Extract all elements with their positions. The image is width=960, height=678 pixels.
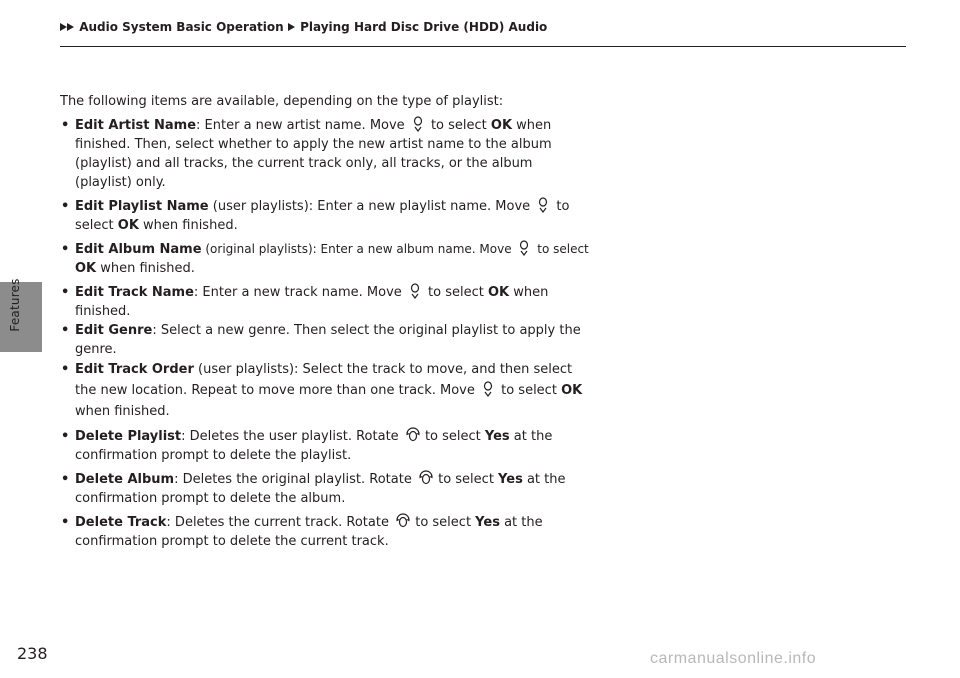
item-text: when finished. [138, 218, 238, 233]
item-term: Delete Playlist [75, 429, 182, 444]
interface-dial-icon [418, 470, 432, 486]
breadcrumb [60, 20, 547, 34]
breadcrumb-page: Playing Hard Disc Drive (HDD) Audio [300, 20, 548, 34]
list-item [60, 427, 590, 465]
item-text: to select [433, 472, 499, 487]
key-label: OK [490, 118, 513, 133]
section-label: Features [8, 278, 22, 332]
item-text: at the confirmation prompt to delete the playlist. [75, 429, 553, 463]
key-label: OK [117, 218, 139, 233]
page-number: 238 [17, 644, 48, 663]
item-text: : Select a new genre. Then select the original playlist to apply the genre. [75, 323, 581, 357]
list-item [60, 513, 590, 551]
item-text: (user playlists): Select the track to move, and then select the new location. Repeat to move more than one track. Move [75, 362, 573, 398]
watermark: carmanualsonline.info [650, 650, 817, 667]
key-label: OK [75, 261, 97, 276]
joystick-down-icon [536, 197, 550, 213]
breadcrumb-arrow-icon [60, 23, 67, 31]
item-term: Edit Track Order [75, 362, 194, 377]
breadcrumb-section[interactable]: Audio System Basic Operation [79, 20, 284, 34]
item-text: : Deletes the current track. Rotate [166, 515, 394, 530]
breadcrumb-arrow-icon [288, 23, 295, 31]
item-term: Delete Track [75, 515, 167, 530]
item-text: to select [426, 118, 491, 133]
item-term: Edit Artist Name [75, 118, 197, 133]
intro-text: The following items are available, depending on the type of playlist: [60, 94, 504, 109]
joystick-down-icon [408, 283, 422, 299]
list-item [60, 240, 590, 278]
playlist-option-list [60, 116, 590, 551]
item-text: to select [75, 199, 570, 233]
item-text: to select [533, 242, 589, 256]
key-label: Yes [475, 515, 500, 530]
item-text: : Deletes the original playlist. Rotate [174, 472, 416, 487]
item-text: to select [423, 285, 488, 300]
item-text: : Enter a new track name. Move [193, 285, 406, 300]
list-item [60, 359, 590, 422]
key-label: OK [561, 383, 583, 398]
item-text: at the confirmation prompt to delete the current track. [75, 515, 543, 549]
list-item [60, 470, 590, 508]
item-text: when finished. [75, 404, 170, 419]
item-text: : Enter a new artist name. Move [196, 118, 409, 133]
key-label: Yes [484, 429, 510, 444]
item-text: when finished. [96, 261, 195, 276]
item-text: when finished. Then, select whether to apply the new artist name to the album (playlist) and all tracks, the current track only, all tracks, or the album (playlist) only. [75, 118, 552, 190]
list-item [60, 116, 590, 192]
interface-dial-icon [405, 427, 419, 443]
item-text: (original playlists): Enter a new album name. Move [201, 242, 516, 256]
item-text: to select [420, 429, 485, 444]
item-text: (user playlists): Enter a new playlist name. Move [208, 199, 535, 214]
item-term: Delete Album [75, 472, 175, 487]
list-item [60, 321, 590, 359]
item-text: when finished. [75, 285, 549, 319]
item-term: Edit Genre [75, 323, 153, 338]
joystick-down-icon [411, 116, 425, 132]
key-label: OK [487, 285, 510, 300]
interface-dial-icon [395, 513, 409, 529]
item-term: Edit Track Name [75, 285, 194, 300]
item-term: Edit Album Name [75, 242, 202, 257]
item-term: Edit Playlist Name [75, 199, 209, 214]
header-rule [60, 46, 906, 47]
joystick-down-icon [481, 381, 495, 397]
list-item [60, 197, 590, 235]
item-text: to select [496, 383, 562, 398]
list-item [60, 283, 590, 321]
joystick-down-icon [517, 240, 531, 256]
item-text: to select [411, 515, 476, 530]
item-text: : Deletes the user playlist. Rotate [181, 429, 403, 444]
breadcrumb-arrow-icon [67, 23, 74, 31]
item-text: at the confirmation prompt to delete the album. [75, 472, 566, 506]
key-label: Yes [498, 472, 523, 487]
page-content [60, 92, 590, 556]
